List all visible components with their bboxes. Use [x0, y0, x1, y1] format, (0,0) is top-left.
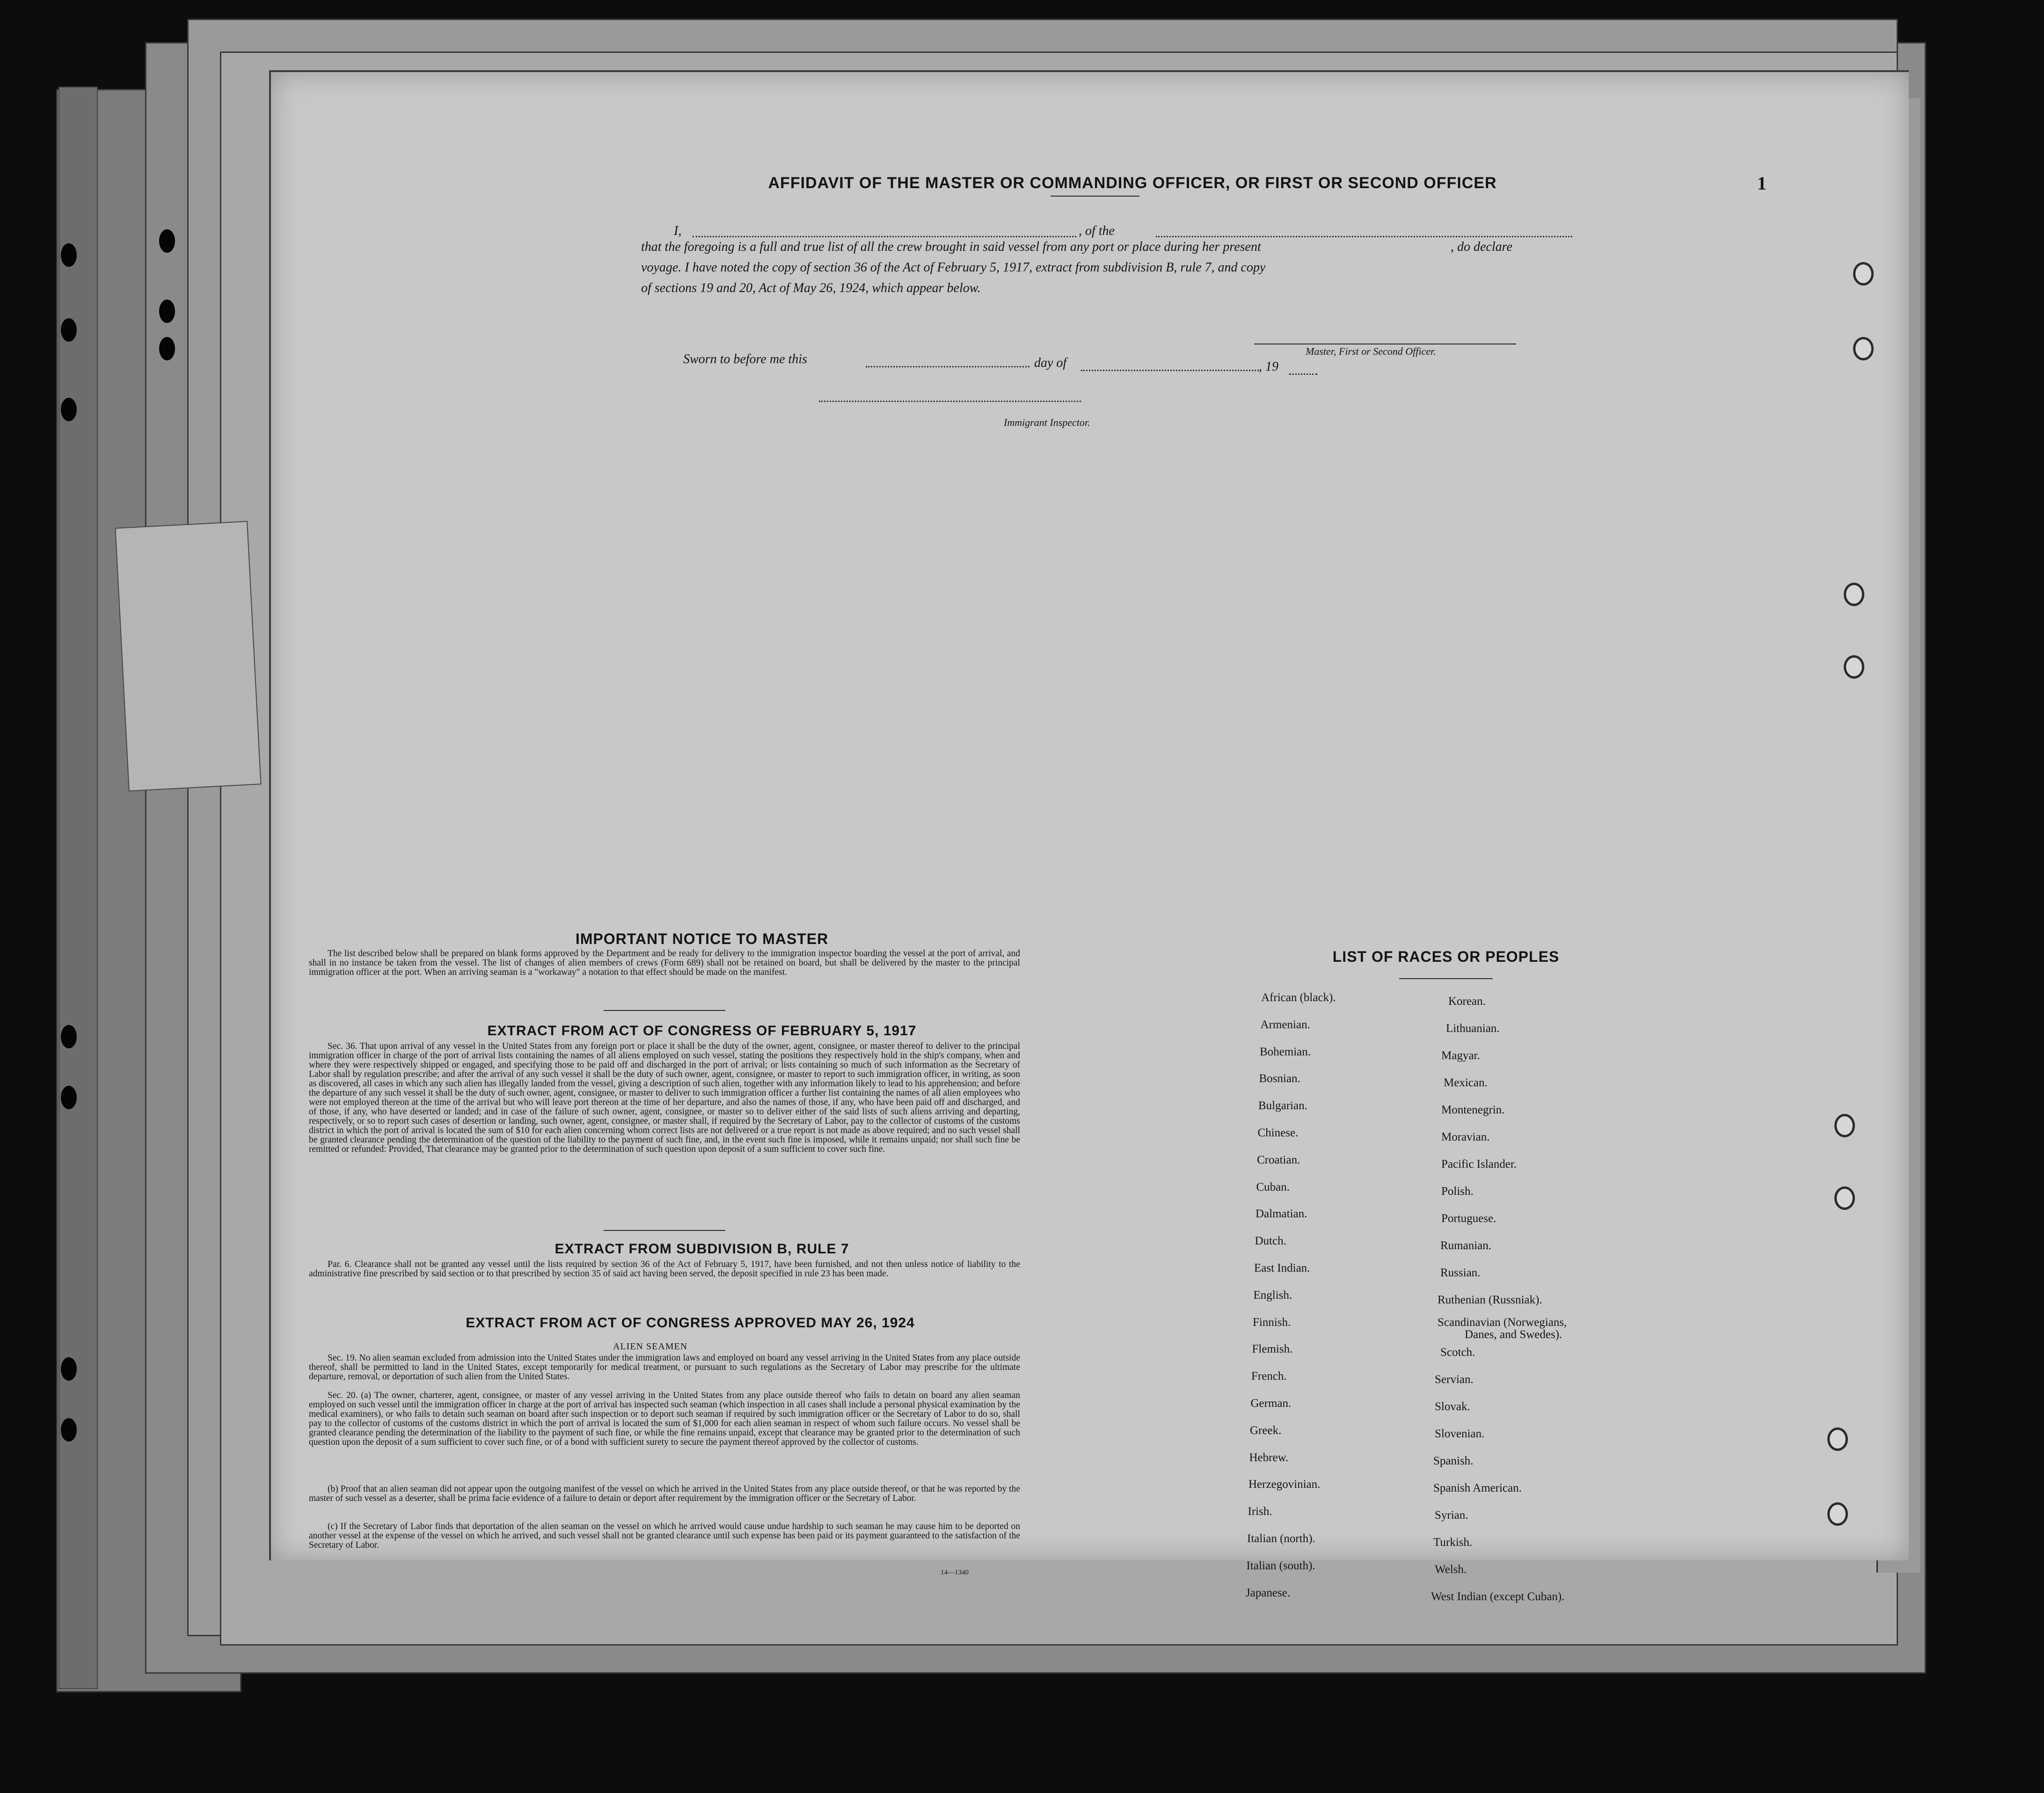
year-prefix: , 19: [1259, 359, 1278, 374]
races-rule: [1399, 978, 1493, 979]
race-item: West Indian (except Cuban).: [1431, 1590, 1565, 1603]
race-item: Dalmatian.: [1256, 1208, 1307, 1221]
master-signature-label: Master, First or Second Officer.: [1306, 345, 1436, 357]
race-item: Syrian.: [1435, 1509, 1468, 1522]
rule7-title: EXTRACT FROM SUBDIVISION B, RULE 7: [555, 1241, 849, 1257]
race-item: Turkish.: [1433, 1536, 1473, 1549]
race-item: Bulgarian.: [1258, 1099, 1307, 1112]
affidavit-line2: that the foregoing is a full and true list of all the crew brought in said vessel from any port or place during her present: [641, 240, 1261, 254]
sworn-day-line: [866, 366, 1029, 367]
race-item: Mexican.: [1444, 1076, 1488, 1089]
race-item: French.: [1251, 1370, 1287, 1383]
binding-hole: [159, 337, 175, 360]
race-item: Dutch.: [1255, 1235, 1286, 1248]
race-item: Korean.: [1448, 995, 1486, 1008]
binding-hole: [61, 1086, 77, 1109]
race-item: Bosnian.: [1259, 1072, 1300, 1085]
race-item: Irish.: [1248, 1505, 1272, 1518]
title-rule: [1051, 196, 1139, 197]
sec20b-text: (b) Proof that an alien seaman did not appear upon the outgoing manifest of the vessel on which he arrived in the United States from any place outside thereof, or that he was reported by the master of such vessel as a deserter, shall be prima facie evidence of a failure to detain or deport after requirement by the immigration officer or the Secretary of Labor.: [309, 1484, 1020, 1503]
binding-hole: [159, 229, 175, 253]
page-number: 1: [1757, 173, 1767, 194]
binding-hole: [61, 318, 77, 342]
race-item: Greek.: [1250, 1424, 1282, 1437]
punch-hole: [1834, 1114, 1855, 1137]
punch-hole: [1844, 655, 1864, 679]
form-number: 14—1340: [941, 1569, 969, 1576]
year-line: [1289, 373, 1317, 375]
race-item: Spanish American.: [1433, 1482, 1522, 1494]
vessel-field-line: [1156, 236, 1572, 237]
punch-hole: [1827, 1427, 1848, 1451]
sec20c-text: (c) If the Secretary of Labor finds that deportation of the alien seaman on the vessel on which he arrived would cause undue hardship to such seaman he may cause him to be deported on another vessel at the expense of the vessel on which he arrived, and such vessel shall not be granted clearance until such expense has been paid or its payment guaranteed to the satisfaction of the Secretary of Labor.: [309, 1522, 1020, 1550]
race-item: Flemish.: [1252, 1343, 1293, 1356]
sec19-text: Sec. 19. No alien seaman excluded from admission into the United States under the immigration laws and employed on board any vessel arriving in the United States from any place outside thereof, shall be permitted to land in the United States, except temporarily for medical treatment, or pursuant to such regulations as the Secretary of Labor may prescribe for the ultimate departure, removal, or deportation of such alien from the United States.: [309, 1353, 1020, 1382]
binding-hole: [61, 1025, 77, 1048]
punch-hole: [1827, 1502, 1848, 1526]
race-item: Italian (north).: [1247, 1532, 1315, 1545]
binding-hole: [159, 300, 175, 323]
folded-slip: [115, 521, 261, 791]
day-of-text: day of: [1034, 356, 1067, 370]
race-item: Ruthenian (Russniak).: [1438, 1294, 1542, 1306]
race-item: African (black).: [1261, 991, 1336, 1004]
extract-1917-text: Sec. 36. That upon arrival of any vessel in the United States from any foreign port or place it shall be the duty of the owner, agent, consignee, or master thereof to deliver to the principal immigration officer in charge of the port of arrival lists containing the names of all aliens employed on such vessel, stating the positions they respectively hold in the ship's company, when and where they were respectively shipped or engaged, and specifying those to be paid off and discharged in the port of arrival; or lists containing so much of such information as the Secretary of Labor shall by regulation prescribe; and after the arrival of any such vessel it shall be the duty of such owner, agent, consignee, or master to report to such immigration officer, in writing, as soon as discovered, all cases in which any such alien has illegally landed from the vessel, giving a description of such alien, together with any information likely to lead to his apprehension; and before the departure of any such vessel it shall be the duty of such owner, agent, consignee, or master to deliver to such immigration officer a further list containing the names of all alien employees who were not employed thereon at the time of the arrival but who will leave port thereon at the time of her departure, and also the names of those, if any, who have been paid off and discharged, and of those, if any, who have deserted or landed; and in case of the failure of such owner, agent, consignee, or master so to deliver either of the said lists of such aliens arriving and departing, respectively, or so to report such cases of desertion or landing, such owner, agent, consignee, or master shall, if required by the Secretary of Labor, pay to the collector of customs of the customs district in which the port of arrival is located the sum of $10 for each alien concerning whom correct lists are not delivered or a true report is not made as above required; and no such vessel shall be granted clearance pending the determination of the question of the liability to the payment of such fine, and, in the event such fine is imposed, while it remains unpaid; nor shall such fine be remitted or refunded: Provided, That clearance may be granted prior to the determination of such question upon deposit of a sum sufficient to cover such fine.: [309, 1041, 1020, 1154]
extract-1924-title: EXTRACT FROM ACT OF CONGRESS APPROVED MAY 26, 1924: [466, 1315, 915, 1331]
binding-hole: [61, 243, 77, 267]
sworn-text: Sworn to before me this: [683, 352, 807, 366]
punch-hole: [1853, 337, 1874, 360]
inspector-signature-line: [819, 401, 1081, 402]
race-item: Welsh.: [1435, 1563, 1467, 1576]
affidavit-line2-end: , do declare: [1451, 240, 1512, 254]
race-item: English.: [1253, 1288, 1292, 1302]
race-item: Scotch.: [1440, 1346, 1475, 1359]
race-item: Servian.: [1435, 1373, 1474, 1386]
race-item: Scandinavian (Norwegians,: [1438, 1316, 1567, 1329]
race-item: Croatian.: [1257, 1153, 1300, 1166]
affidavit-title: AFFIDAVIT OF THE MASTER OR COMMANDING OFFICER, OR FIRST OR SECOND OFFICER: [768, 174, 1497, 192]
affidavit-line3: voyage. I have noted the copy of section 36 of the Act of February 5, 1917, extract from subdivision B, rule 7, and copy: [641, 260, 1266, 275]
punch-hole: [1834, 1186, 1855, 1210]
punch-hole: [1853, 262, 1874, 285]
race-item: Hebrew.: [1249, 1451, 1289, 1464]
affidavit-of-the: , of the: [1079, 224, 1115, 238]
race-item: Cuban.: [1256, 1180, 1290, 1193]
notice-text: The list described below shall be prepared on blank forms approved by the Department and be ready for delivery to the immigration inspector boarding the vessel at the port of arrival, and shall in no instance be taken from the vessel. The list of changes of alien members of crews (Form 689) shall not be retained on board, but shall be delivered by the master to the principal immigration officer at the port. When an arriving seaman is a "workaway" a notation to that effect should be made on the manifest.: [309, 949, 1020, 977]
race-item: Japanese.: [1246, 1586, 1291, 1599]
notice-title: IMPORTANT NOTICE TO MASTER: [575, 930, 829, 947]
race-item: Chinese.: [1257, 1127, 1299, 1139]
race-item: Slovak.: [1435, 1400, 1470, 1413]
race-item: Moravian.: [1441, 1131, 1490, 1143]
extract-1917-title: EXTRACT FROM ACT OF CONGRESS OF FEBRUARY 5, 1917: [487, 1023, 917, 1039]
race-item: Polish.: [1441, 1185, 1474, 1198]
race-item: East Indian.: [1254, 1262, 1310, 1274]
race-item: Finnish.: [1253, 1316, 1291, 1329]
sworn-month-line: [1081, 370, 1259, 371]
affidavit-sheet: [269, 70, 1909, 1560]
race-item: Armenian.: [1260, 1018, 1310, 1031]
inspector-signature-label: Immigrant Inspector.: [1004, 417, 1090, 428]
alien-seamen-heading: ALIEN SEAMEN: [613, 1341, 688, 1352]
races-title: LIST OF RACES OR PEOPLES: [1332, 948, 1560, 965]
rule7-text: Par. 6. Clearance shall not be granted any vessel until the lists required by section 36 of the Act of February 5, 1917, have been furnished, and not then unless notice of liability to the administrative fine prescribed by said section or to that prescribed by section 35 of said act having been served, the deposit specified in rule 23 has been made.: [309, 1259, 1020, 1279]
race-item: German.: [1250, 1397, 1292, 1410]
race-item: Danes, and Swedes).: [1465, 1328, 1562, 1341]
divider: [604, 1230, 725, 1231]
divider: [604, 1010, 725, 1011]
race-item: Rumanian.: [1440, 1239, 1492, 1252]
sec20a-text: Sec. 20. (a) The owner, charterer, agent, consignee, or master of any vessel arriving in the United States from any place outside thereof who fails to detain on board any alien seaman employed on such vessel until the immigration officer in charge at the port of arrival has inspected such seaman (which inspection in all cases shall include a personal physical examination by the medical examiners), or who fails to detain such seaman on board after such inspection or to deport such seaman if required by such immigration officer or the Secretary of Labor to do so, shall pay to the collector of customs of the customs district in which the port of arrival is located the sum of $1,000 for each alien seaman in respect of whom such failure occurs. No vessel shall be granted clearance pending the determination of the liability to the payment of such fine, or while the fine remains unpaid, except that clearance may be granted prior to the determination of such question upon the deposit of a sum sufficient to cover such fine, or of a bond with sufficient surety to secure the payment thereof approved by the collector of customs.: [309, 1390, 1020, 1447]
race-item: Herzegovinian.: [1248, 1478, 1321, 1491]
race-item: Russian.: [1440, 1266, 1481, 1279]
affidavit-i: I,: [674, 224, 682, 238]
race-item: Slovenian.: [1435, 1427, 1485, 1440]
race-item: Montenegrin.: [1441, 1104, 1505, 1116]
binding-hole: [61, 398, 77, 421]
binding-hole: [61, 1357, 77, 1381]
race-item: Spanish.: [1433, 1455, 1474, 1467]
punch-hole: [1844, 583, 1864, 606]
race-item: Magyar.: [1441, 1049, 1480, 1062]
race-item: Portuguese.: [1441, 1212, 1496, 1225]
affidavit-line4: of sections 19 and 20, Act of May 26, 1924, which appear below.: [641, 281, 981, 295]
race-item: Bohemian.: [1260, 1045, 1311, 1058]
race-item: Pacific Islander.: [1441, 1158, 1517, 1171]
race-item: Lithuanian.: [1446, 1022, 1500, 1035]
binding-hole: [61, 1418, 77, 1442]
name-field-line: [693, 236, 1076, 237]
race-item: Italian (south).: [1246, 1559, 1315, 1572]
